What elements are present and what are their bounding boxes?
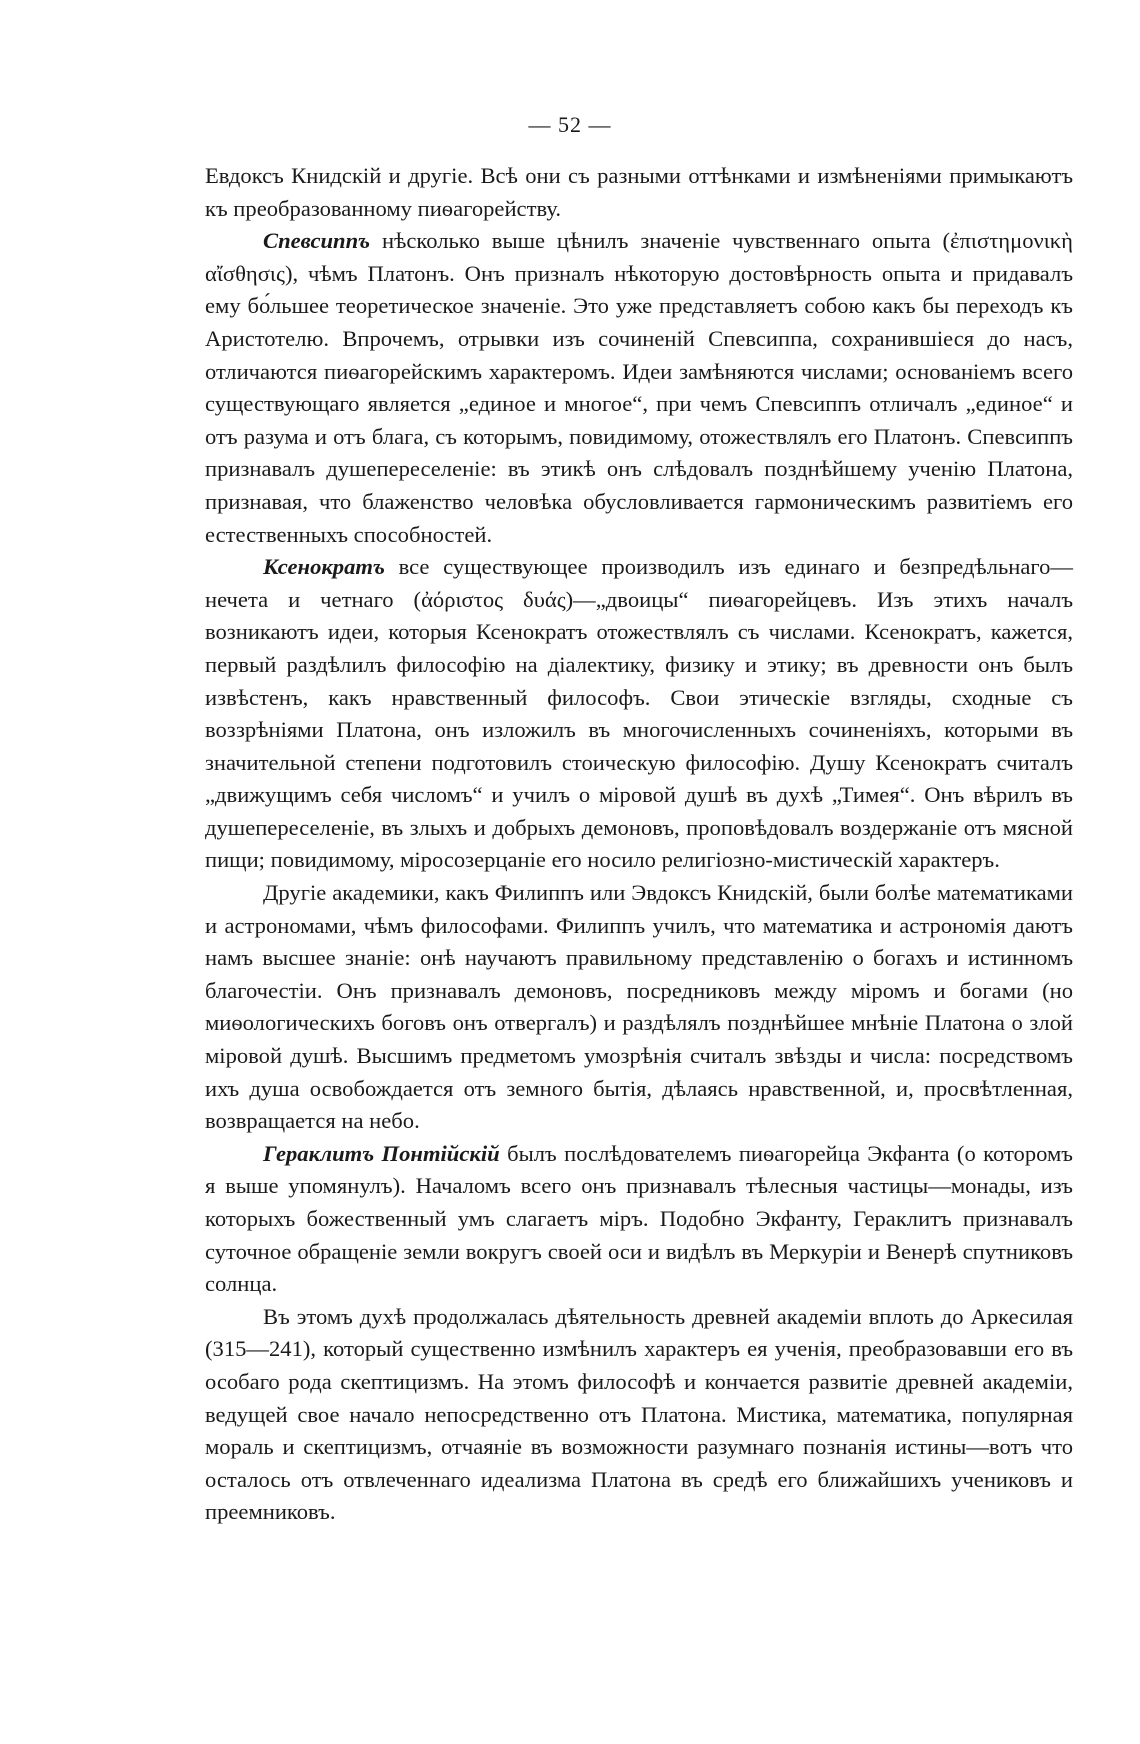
paragraph-heraclides bbox=[205, 1138, 1073, 1301]
paragraph-xenocrates bbox=[205, 551, 1073, 877]
paragraph-text: Въ этомъ духѣ продолжалась дѣятельность древней академіи вплоть до Аркесилая (315—241), который существенно измѣнилъ характеръ ея ученія, преобразовавши его въ особаго рода скептицизмъ. На этомъ философѣ и кончается развитіе древней академіи, ведущей свое начало непосредственно отъ Платона. Мистика, математика, популярная мораль и скептицизмъ, отчаяніе въ возможности разумнаго познанія истины—вотъ что осталось отъ отвлеченнаго идеализма Платона въ средѣ его ближайшихъ учениковъ и преемниковъ. bbox=[205, 1303, 1073, 1525]
paragraph-text: Другіе академики, какъ Филиппъ или Эвдоксъ Книдскій, были болѣе математиками и астрономами, чѣмъ философами. Филиппъ училъ, что математика и астрономія даютъ намъ высшее знаніе: онѣ научаютъ правильному представленію о богахъ и истинномъ благочестіи. Онъ признавалъ демоновъ, посредниковъ между міромъ и богами (но миѳологическихъ боговъ онъ отвергалъ) и раздѣлялъ позднѣйшее мнѣніе Платона о злой міровой душѣ. Высшимъ предметомъ умозрѣнія считалъ звѣзды и числа: посредствомъ ихъ душа освобождается отъ земного бытія, дѣлаясь нравственной, и, просвѣтленная, возвращается на небо. bbox=[205, 880, 1073, 1134]
paragraph-text: все существующее производилъ изъ единаго и безпредѣльнаго—нечета и четнаго (ἀόριστος δυάς)—„двоицы“ пиѳагорейцевъ. Изъ этихъ началъ возникаютъ идеи, которыя Ксенократъ отожествлялъ съ числами. Ксенократъ, кажется, первый раздѣлилъ философію на діалектику, физику и этику; въ древности онъ былъ извѣстенъ, какъ нравственный философъ. Свои этическіе взгляды, сходные съ воззрѣніями Платона, онъ изложилъ въ многочисленныхъ сочиненіяхъ, которыми въ значительной степени подготовилъ стоическую философію. Душу Ксенократъ считалъ „движущимъ себя числомъ“ и училъ о міровой душѣ въ духѣ „Тимея“. Онъ вѣрилъ въ душепереселеніе, въ злыхъ и добрыхъ демоновъ, проповѣдовалъ воздержаніе отъ мясной пищи; повидимому, міросозерцаніе его носило религіозно-мистическій характеръ. bbox=[205, 554, 1073, 873]
paragraph-eudoxus-continuation bbox=[205, 160, 1073, 225]
paragraph-text: Евдоксъ Книдскій и другіе. Всѣ они съ разными оттѣнками и измѣненіями примыкаютъ къ преобразованному пиѳагорейству. bbox=[205, 163, 1073, 221]
philosopher-name-speusippus: Спевсиппъ bbox=[263, 228, 371, 254]
paragraph-other-academics bbox=[205, 877, 1073, 1138]
philosopher-name-xenocrates: Ксенократъ bbox=[263, 554, 385, 580]
paragraph-text: нѣсколько выше цѣнилъ значеніе чувственнаго опыта (ἐπιστημονικὴ αἴσθησις), чѣмъ Платонъ. Онъ призналъ нѣкоторую достовѣрность опыта и придавалъ ему бо́льшее теоретическое значеніе. Это уже представляетъ собою какъ бы переходъ къ Аристотелю. Впрочемъ, отрывки изъ сочиненій Спевсиппа, сохранившіеся до насъ, отличаются пиѳагорейскимъ характеромъ. Идеи замѣняются числами; основаніемъ всего существующаго является „единое и многое“, при чемъ Спевсиппъ отличалъ „единое“ и отъ разума и отъ блага, съ которымъ, повидимому, отожествлялъ его Платонъ. Спевсиппъ признавалъ душепереселеніе: въ этикѣ онъ слѣдовалъ позднѣйшему ученію Платона, признавая, что блаженство человѣка обусловливается гармоническимъ развитіемъ его естественныхъ способностей. bbox=[205, 228, 1073, 547]
paragraph-text: былъ послѣдователемъ пиѳагорейца Экфанта (о которомъ я выше упомянулъ). Началомъ всего онъ признавалъ тѣлесныя частицы—монады, изъ которыхъ божественный умъ слагаетъ міръ. Подобно Экфанту, Гераклитъ признавалъ суточное обращеніе земли вокругъ своей оси и видѣлъ въ Меркуріи и Венерѣ спутниковъ солнца. bbox=[205, 1140, 1073, 1297]
paragraph-arcesilaus bbox=[205, 1301, 1073, 1529]
philosopher-name-heraclides: Гераклитъ Понтійскій bbox=[263, 1140, 500, 1166]
paragraph-speusippus bbox=[205, 225, 1073, 551]
page-body bbox=[205, 160, 1073, 1529]
page-number: — 52 — bbox=[528, 112, 612, 137]
